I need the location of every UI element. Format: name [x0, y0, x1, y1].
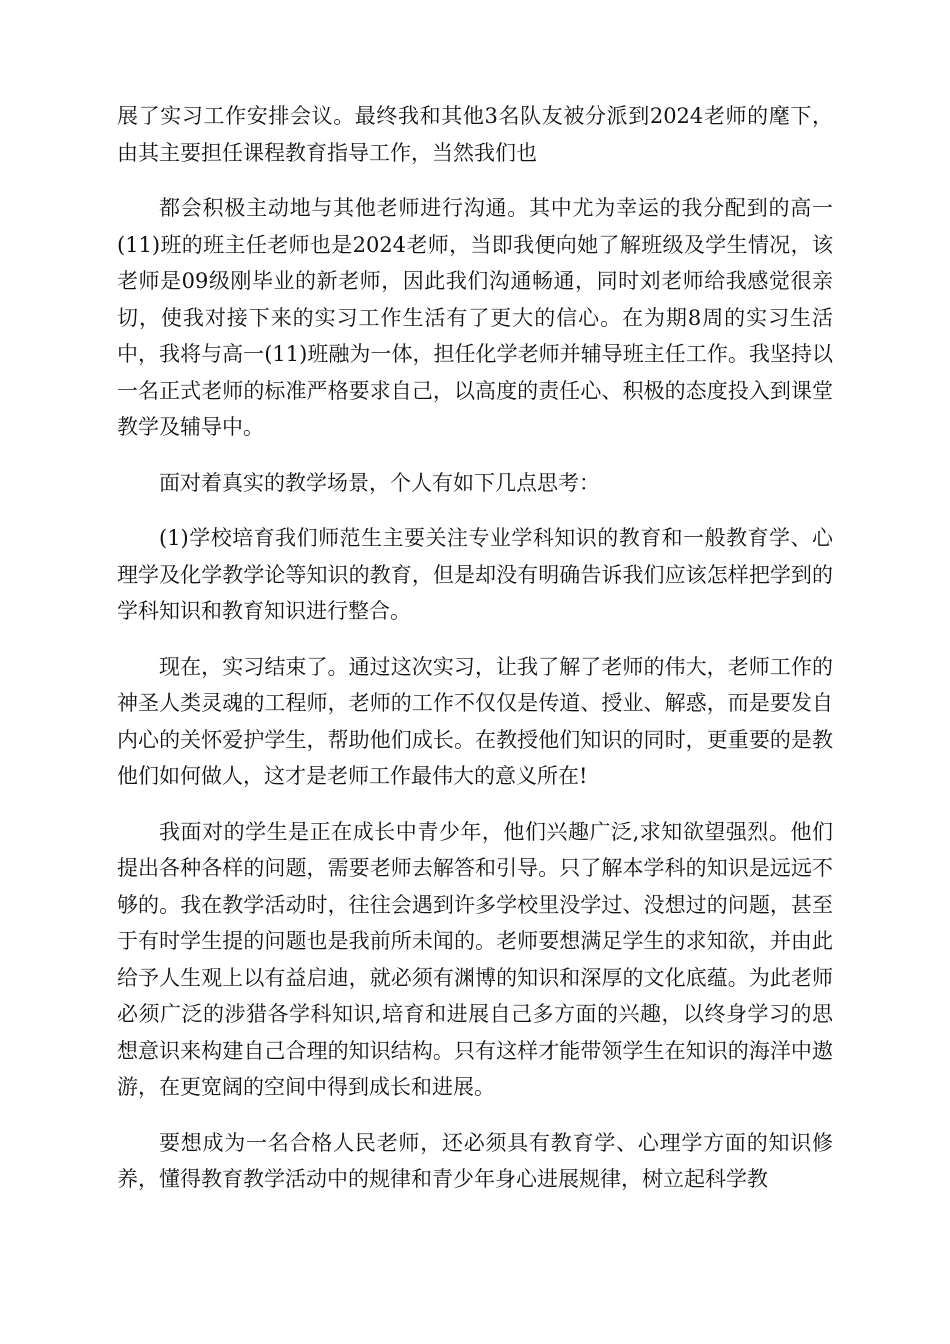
paragraph-7: 要想成为一名合格人民老师，还必须具有教育学、心理学方面的知识修养，懂得教育教学活动中的规律和青少年身心进展规律，树立起科学教 — [117, 1130, 833, 1191]
paragraph-3: 面对着真实的教学场景，个人有如下几点思考： — [159, 470, 600, 495]
document-body — [117, 98, 833, 1217]
paragraph-1: 展了实习工作安排会议。最终我和其他3名队友被分派到2024老师的麾下，由其主要担任课程教育指导工作，当然我们也 — [117, 104, 833, 165]
paragraph-6: 我面对的学生是正在成长中青少年，他们兴趣广泛,求知欲望强烈。他们提出各种各样的问题，需要老师去解答和引导。只了解本学科的知识是远远不够的。我在教学活动时，往往会遇到许多学校里没学过、没想过的问题，甚至于有时学生提的问题也是我前所未闻的。老师要想满足学生的求知欲，并由此给予人生观上以有益启迪，就必须有渊博的知识和深厚的文化底蕴。为此老师必须广泛的涉猎各学科知识,培育和进展自己多方面的兴趣，以终身学习的思想意识来构建自己合理的知识结构。只有这样才能带领学生在知识的海洋中遨游，在更宽阔的空间中得到成长和进展。 — [117, 819, 833, 1099]
paragraph-2: 都会积极主动地与其他老师进行沟通。其中尤为幸运的我分配到的高一(11)班的班主任老师也是2024老师，当即我便向她了解班级及学生情况，该老师是09级刚毕业的新老师，因此我们沟通畅通，同时刘老师给我感觉很亲切，使我对接下来的实习工作生活有了更大的信心。在为期8周的实习生活中，我将与高一(11)班融为一体，担任化学老师并辅导班主任工作。我坚持以一名正式老师的标准严格要求自己，以高度的责任心、积极的态度投入到课堂教学及辅导中。 — [117, 196, 833, 439]
paragraph-4: (1)学校培育我们师范生主要关注专业学科知识的教育和一般教育学、心理学及化学教学论等知识的教育，但是却没有明确告诉我们应该怎样把学到的学科知识和教育知识进行整合。 — [117, 526, 833, 623]
paragraph-5: 现在，实习结束了。通过这次实习，让我了解了老师的伟大，老师工作的神圣人类灵魂的工程师，老师的工作不仅仅是传道、授业、解惑，而是要发自内心的关怀爱护学生，帮助他们成长。在教授他们知识的同时，更重要的是教他们如何做人，这才是老师工作最伟大的意义所在! — [117, 654, 833, 788]
